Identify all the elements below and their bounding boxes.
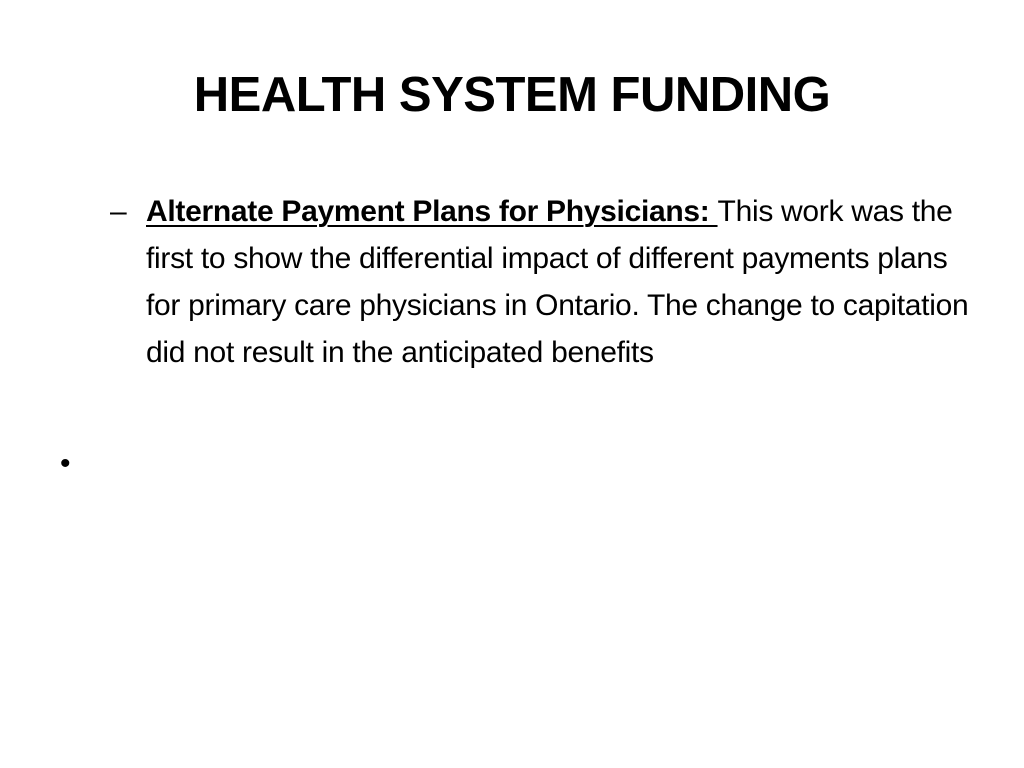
- slide-title: HEALTH SYSTEM FUNDING: [193, 68, 831, 122]
- sub-bullet-heading: Alternate Payment Plans for Physicians:: [146, 195, 718, 228]
- sub-bullet-text: [146, 188, 982, 376]
- bullet-marker: •: [60, 447, 71, 480]
- sub-bullet-body: This work was the first to show the differential impact of different payments plans for primary care physicians in Ontario. The change to capitation did not result in the anticipated benefits: [146, 195, 969, 369]
- empty-bullet-item: [60, 440, 100, 487]
- dash-marker: –: [110, 195, 127, 228]
